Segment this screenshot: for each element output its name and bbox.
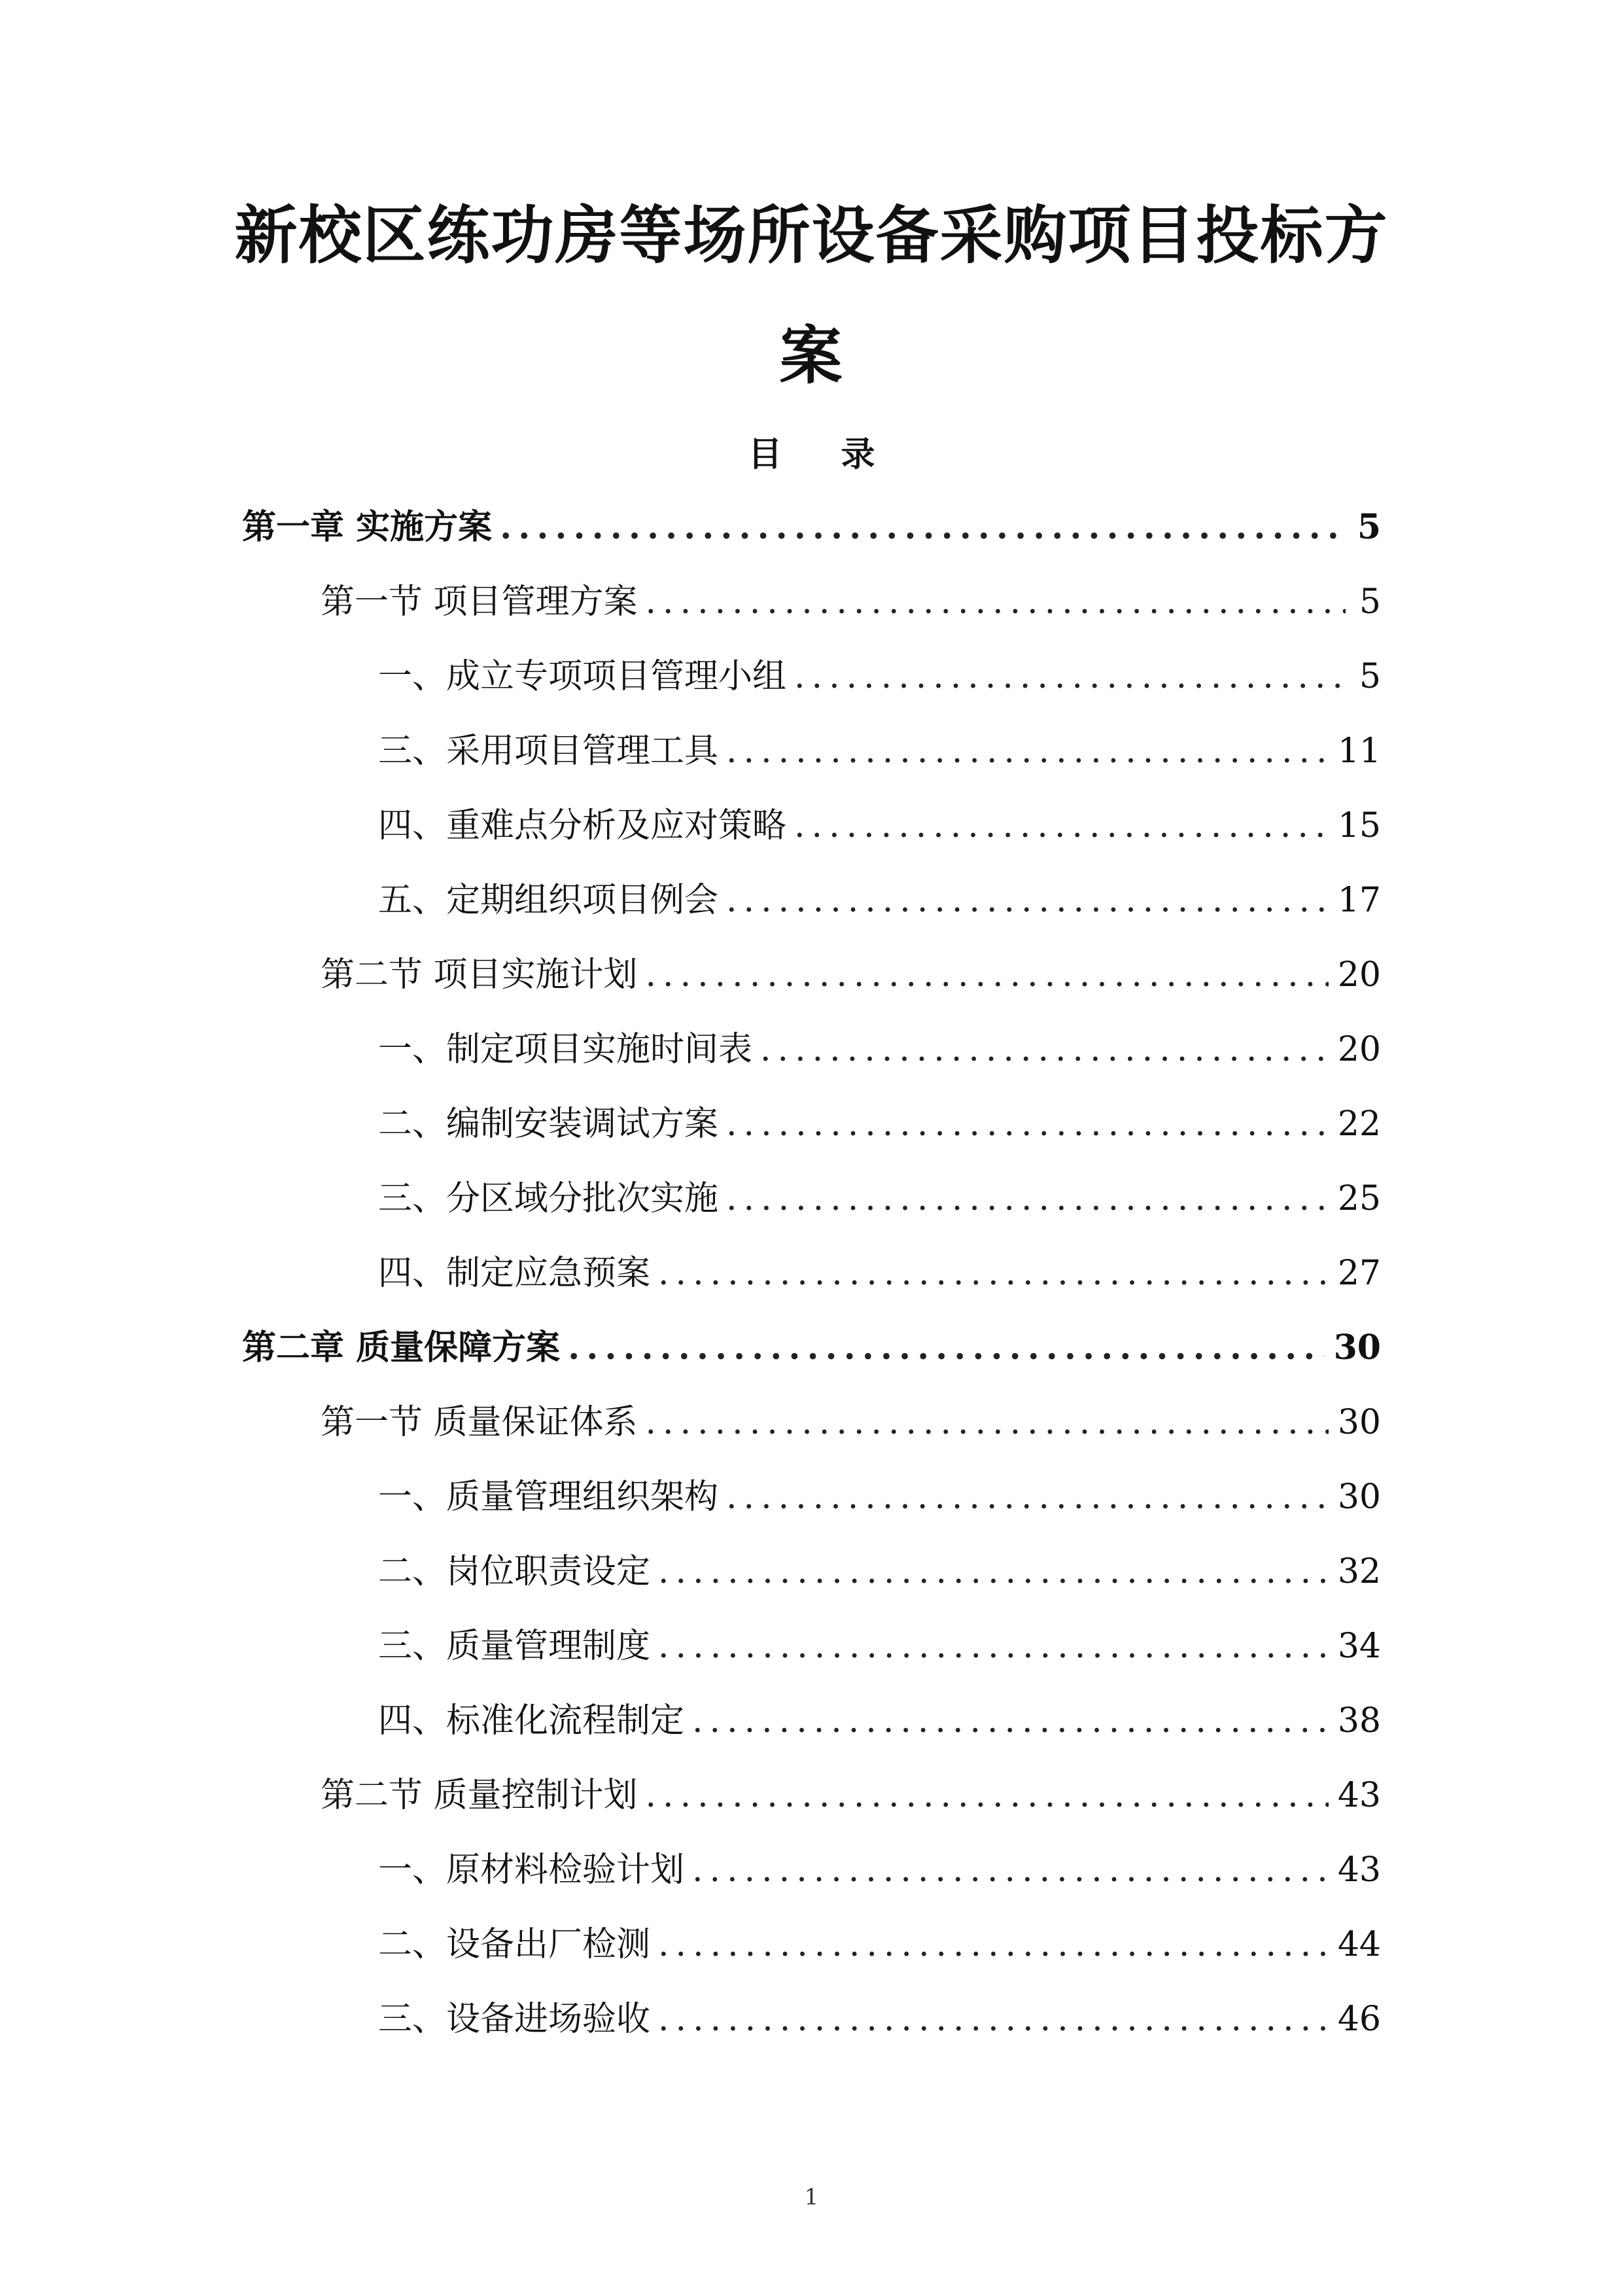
toc-entry-page: 43 (1337, 1776, 1381, 1815)
toc-entry-label: 第二章 质量保障方案 (242, 1328, 561, 1368)
toc-entry-subsection[interactable] (378, 1993, 1381, 2045)
toc-entry-label: 第一节 项目管理方案 (321, 582, 638, 622)
toc-entry-page: 25 (1337, 1179, 1381, 1218)
toc-entry-label: 三、分区域分批次实施 (378, 1179, 719, 1218)
toc-entry-page: 20 (1337, 1030, 1381, 1069)
toc-entry-subsection[interactable] (378, 1471, 1381, 1523)
toc-entry-label: 三、采用项目管理工具 (378, 732, 719, 771)
toc-entry-label: 第一章 实施方案 (242, 507, 493, 547)
toc-entry-section[interactable] (321, 1396, 1381, 1449)
toc-entry-label: 五、定期组织项目例会 (378, 881, 719, 920)
toc-leader-dots (568, 1322, 1325, 1374)
toc-leader-dots (658, 1918, 1329, 1971)
toc-entry-page: 43 (1337, 1850, 1381, 1890)
toc-entry-page: 11 (1337, 732, 1381, 771)
title-line-1: 新校区练功房等场所设备采购项目投标方 (234, 198, 1389, 272)
toc-entry-subsection[interactable] (378, 874, 1381, 927)
toc-leader-dots (794, 650, 1346, 703)
toc-leader-dots (726, 1173, 1329, 1225)
toc-entry-label: 第一节 质量保证体系 (321, 1403, 638, 1442)
toc-entry-page: 22 (1337, 1104, 1381, 1144)
toc-entry-label: 一、原材料检验计划 (378, 1850, 685, 1890)
toc-leader-dots (646, 576, 1346, 628)
toc-leader-dots (658, 1620, 1329, 1672)
toc-leader-dots (692, 1844, 1329, 1896)
toc-entry-subsection[interactable] (378, 1918, 1381, 1971)
toc-leader-dots (646, 1396, 1329, 1449)
toc-leader-dots (646, 1769, 1329, 1822)
toc-entry-label: 一、制定项目实施时间表 (378, 1030, 753, 1069)
toc-entry-subsection[interactable] (378, 1023, 1381, 1076)
toc-entry-page: 44 (1337, 1925, 1381, 1964)
toc-entry-page: 30 (1333, 1328, 1381, 1368)
toc-entry-page: 30 (1337, 1477, 1381, 1517)
toc-leader-dots (646, 949, 1329, 1001)
toc-entry-label: 四、制定应急预案 (378, 1254, 651, 1293)
toc-entry-chapter[interactable] (242, 501, 1381, 554)
toc-entry-subsection[interactable] (378, 800, 1381, 852)
toc-entry-chapter[interactable] (242, 1322, 1381, 1374)
toc-leader-dots (794, 800, 1329, 852)
toc-entry-page: 15 (1337, 806, 1381, 845)
toc-entry-page: 32 (1337, 1552, 1381, 1591)
toc-entry-page: 34 (1337, 1627, 1381, 1666)
toc-leader-dots (658, 1545, 1329, 1598)
toc-leader-dots (726, 1471, 1329, 1523)
toc-entry-page: 5 (1357, 507, 1381, 547)
title-line-2: 案 (779, 319, 844, 393)
page-number: 1 (804, 2184, 819, 2210)
toc-entry-label: 二、编制安装调试方案 (378, 1104, 719, 1144)
toc-entry-label: 一、质量管理组织架构 (378, 1477, 719, 1517)
toc-entry-subsection[interactable] (378, 1545, 1381, 1598)
toc-leader-dots (726, 725, 1329, 777)
toc-entry-label: 第二节 质量控制计划 (321, 1776, 638, 1815)
toc-leader-dots (658, 1993, 1329, 2045)
toc-leader-dots (726, 874, 1329, 927)
toc-leader-dots (760, 1023, 1329, 1076)
toc-entry-label: 二、设备出厂检测 (378, 1925, 651, 1964)
toc-entry-page: 20 (1337, 955, 1381, 995)
toc-entry-subsection[interactable] (378, 1098, 1381, 1150)
toc-entry-label: 三、设备进场验收 (378, 2000, 651, 2039)
toc-entry-subsection[interactable] (378, 1247, 1381, 1299)
toc-entry-subsection[interactable] (378, 725, 1381, 777)
toc-leader-dots (658, 1247, 1329, 1299)
toc-entry-subsection[interactable] (378, 650, 1381, 703)
toc-entry-section[interactable] (321, 576, 1381, 628)
toc-entry-subsection[interactable] (378, 1620, 1381, 1672)
toc-entry-page: 30 (1337, 1403, 1381, 1442)
toc-entry-page: 27 (1337, 1254, 1381, 1293)
toc-entry-page: 5 (1359, 657, 1381, 696)
toc-entry-subsection[interactable] (378, 1844, 1381, 1896)
toc-entry-label: 第二节 项目实施计划 (321, 955, 638, 995)
toc-leader-dots (692, 1695, 1329, 1747)
toc-heading: 目 录 (748, 434, 899, 474)
toc-entry-label: 一、成立专项项目管理小组 (378, 657, 787, 696)
toc-entry-label: 二、岗位职责设定 (378, 1552, 651, 1591)
toc-leader-dots (726, 1098, 1329, 1150)
toc-entry-label: 四、标准化流程制定 (378, 1701, 685, 1740)
toc-entry-subsection[interactable] (378, 1695, 1381, 1747)
toc-entry-page: 46 (1337, 2000, 1381, 2039)
toc-leader-dots (500, 501, 1346, 554)
toc-entry-page: 5 (1359, 582, 1381, 622)
toc-entry-label: 三、质量管理制度 (378, 1627, 651, 1666)
toc-entry-label: 四、重难点分析及应对策略 (378, 806, 787, 845)
toc-entry-section[interactable] (321, 949, 1381, 1001)
toc-entry-subsection[interactable] (378, 1173, 1381, 1225)
toc-entry-page: 17 (1337, 881, 1381, 920)
toc-entry-section[interactable] (321, 1769, 1381, 1822)
toc-entry-page: 38 (1337, 1701, 1381, 1740)
